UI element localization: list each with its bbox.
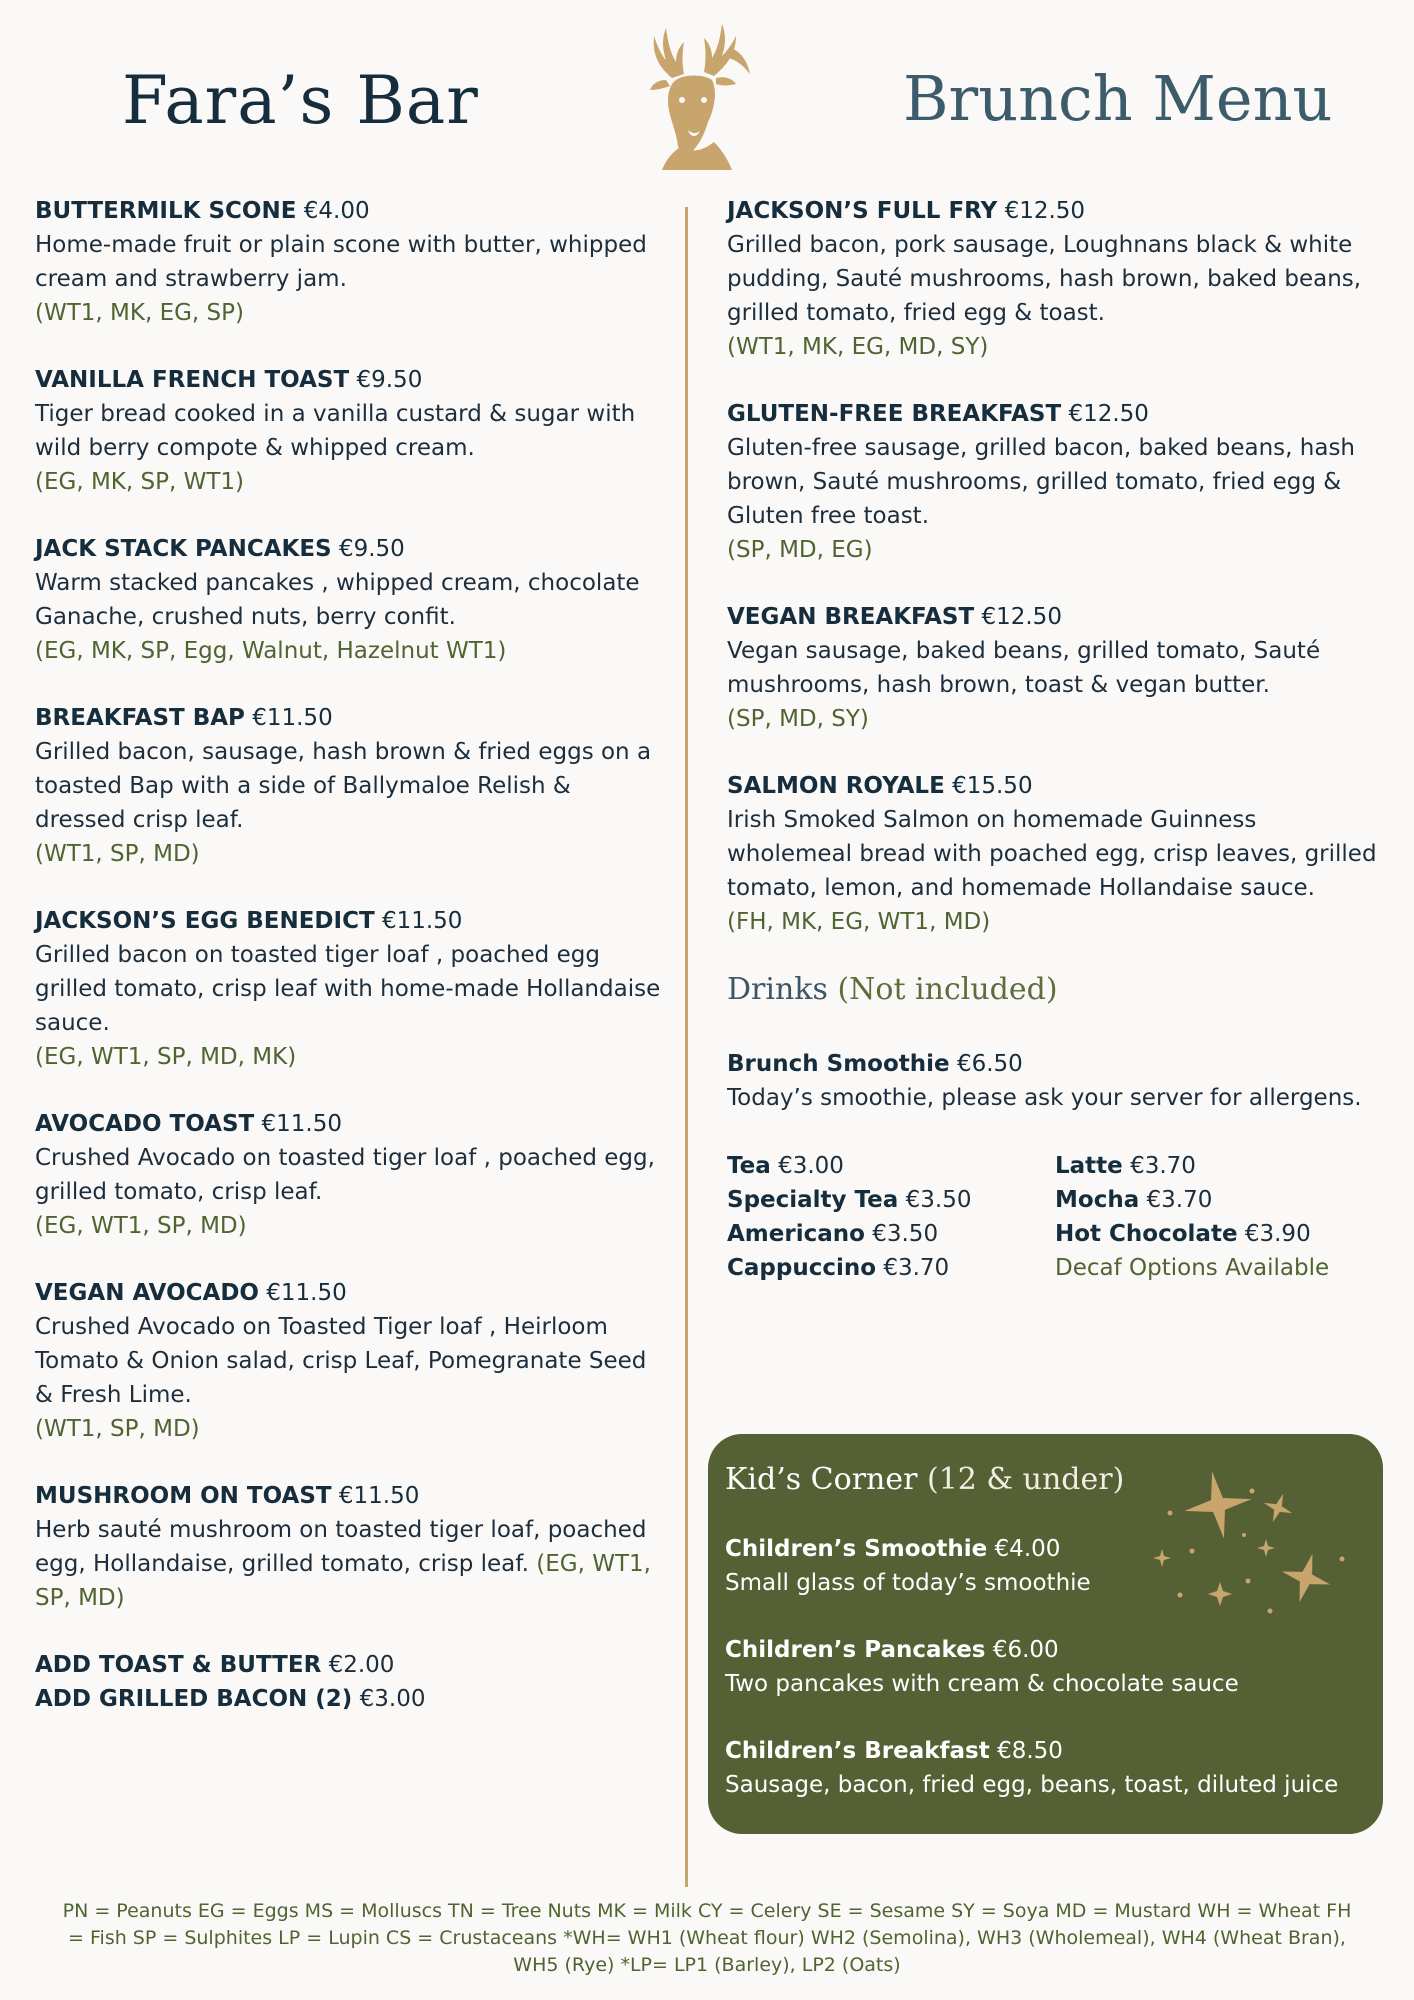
item-name: Children’s Smoothie — [725, 1536, 988, 1562]
drink-price: €3.70 — [1130, 1153, 1196, 1179]
kids-title: Kid’s Corner — [725, 1462, 918, 1497]
item-price: €9.50 — [338, 536, 405, 562]
item-allergens: (WT1, MK, EG, MD, SY) — [727, 334, 989, 360]
item-price: €12.50 — [1068, 401, 1149, 427]
drinks-subtitle: (Not included) — [837, 972, 1058, 1007]
item-description: Irish Smoked Salmon on homemade Guinness wholemeal bread with poached egg, crisp leaves, grilled tomato, lemon, and homemade Hollandaise sauce. — [727, 807, 1377, 901]
item-price: €4.00 — [303, 198, 370, 224]
smoothie-item — [727, 1047, 1387, 1115]
drink-item — [727, 1251, 1055, 1285]
drink-item — [1055, 1217, 1329, 1251]
item-name: SALMON ROYALE — [727, 773, 945, 799]
decaf-note: Decaf Options Available — [1055, 1255, 1330, 1281]
menu-item — [727, 194, 1387, 364]
menu-item — [35, 1276, 665, 1446]
item-price: €11.50 — [266, 1280, 347, 1306]
drink-price: €3.50 — [905, 1187, 972, 1213]
item-name: VEGAN BREAKFAST — [727, 604, 975, 630]
drink-name: Tea — [727, 1153, 771, 1179]
item-description: Vegan sausage, baked beans, grilled tomato, Sauté mushrooms, hash brown, toast & vegan butter. — [727, 638, 1321, 698]
item-name: JACKSON’S EGG BENEDICT — [35, 908, 375, 934]
item-description: Crushed Avocado on Toasted Tiger loaf , Heirloom Tomato & Onion salad, crisp Leaf, Pomegranate Seed & Fresh Lime. — [35, 1314, 647, 1408]
item-name: BUTTERMILK SCONE — [35, 198, 297, 224]
drinks-column — [727, 1149, 1055, 1285]
item-description: Grilled bacon on toasted tiger loaf , poached egg grilled tomato, crisp leaf with home-made Hollandaise sauce. — [35, 942, 661, 1036]
kids-item — [725, 1734, 1365, 1802]
item-price: €8.50 — [997, 1738, 1063, 1764]
kids-subtitle: (12 & under) — [927, 1462, 1125, 1497]
item-price: €4.00 — [994, 1536, 1061, 1562]
item-name: JACK STACK PANCAKES — [35, 536, 332, 562]
item-allergens: (EG, WT1, SP, MD) — [35, 1551, 651, 1611]
drinks-column — [1055, 1149, 1329, 1285]
menu-item — [35, 363, 665, 499]
drink-price: €3.90 — [1244, 1221, 1311, 1247]
left-column — [35, 194, 665, 1716]
item-name: BREAKFAST BAP — [35, 705, 245, 731]
menu-item — [727, 600, 1387, 736]
drink-price: €3.70 — [1146, 1187, 1213, 1213]
item-description: Home-made fruit or plain scone with butter, whipped cream and strawberry jam. — [35, 232, 647, 292]
kids-item — [725, 1633, 1365, 1701]
item-name: Brunch Smoothie — [727, 1051, 950, 1077]
drink-item — [1055, 1149, 1329, 1183]
item-allergens: (WT1, SP, MD) — [35, 841, 200, 867]
item-description: Sausage, bacon, fried egg, beans, toast, diluted juice — [725, 1772, 1339, 1798]
item-description: Grilled bacon, sausage, hash brown & fried eggs on a toasted Bap with a side of Ballymaloe Relish & dressed crisp leaf. — [35, 739, 652, 833]
item-allergens: (EG, MK, SP, WT1) — [35, 469, 244, 495]
item-description: Crushed Avocado on toasted tiger loaf , poached egg, grilled tomato, crisp leaf. — [35, 1145, 655, 1205]
menu-item — [727, 769, 1387, 939]
item-price: €11.50 — [252, 705, 333, 731]
item-name: Children’s Breakfast — [725, 1738, 990, 1764]
item-price: €12.50 — [1004, 198, 1086, 224]
menu-item — [35, 1479, 665, 1615]
item-allergens: (EG, WT1, SP, MD, MK) — [35, 1044, 297, 1070]
item-description: Small glass of today’s smoothie — [725, 1570, 1091, 1596]
menu-header — [0, 0, 1414, 180]
item-allergens: (FH, MK, EG, WT1, MD) — [727, 909, 991, 935]
item-name: VEGAN AVOCADO — [35, 1280, 259, 1306]
item-description: Tiger bread cooked in a vanilla custard & sugar with wild berry compote & whipped cream. — [35, 401, 636, 461]
drink-name: Americano — [727, 1221, 865, 1247]
item-price: €9.50 — [356, 367, 423, 393]
extra-price: €2.00 — [328, 1652, 395, 1678]
drink-name: Specialty Tea — [727, 1187, 899, 1213]
menu-item — [35, 532, 665, 668]
drinks-title: Drinks — [727, 972, 828, 1007]
extra-name: ADD GRILLED BACON (2) — [35, 1686, 353, 1712]
item-price: €15.50 — [952, 773, 1033, 799]
item-price: €12.50 — [981, 604, 1062, 630]
item-description: Warm stacked pancakes , whipped cream, chocolate Ganache, crushed nuts, berry confit. — [35, 570, 640, 630]
item-description: Two pancakes with cream & chocolate sauce — [725, 1671, 1239, 1697]
item-description: Grilled bacon, pork sausage, Loughnans black & white pudding, Sauté mushrooms, hash brown, baked beans, grilled tomato, fried egg & toast. — [727, 232, 1362, 326]
stag-head-icon — [632, 18, 756, 170]
menu-item — [35, 904, 665, 1074]
drink-price: €3.50 — [872, 1221, 939, 1247]
menu-item — [727, 397, 1387, 567]
item-name: MUSHROOM ON TOAST — [35, 1483, 332, 1509]
allergen-legend: PN = Peanuts EG = Eggs MS = Molluscs TN = Tree Nuts MK = Milk CY = Celery SE = Sesame SY = Soya MD = Mustard WH = Wheat FH = Fish SP = Sulphites LP = Lupin CS = Crustaceans *WH= WH1 (Wheat flour) WH2 (Semolina), WH3 (Wholemeal), WH4 (Wheat Bran), WH5 (Rye) *LP= LP1 (Barley), LP2 (Oats) — [62, 1900, 1352, 1976]
item-price: €6.50 — [956, 1051, 1023, 1077]
drink-item — [727, 1183, 1055, 1217]
item-price: €11.50 — [261, 1111, 342, 1137]
drink-item — [727, 1217, 1055, 1251]
extra-name: ADD TOAST & BUTTER — [35, 1652, 322, 1678]
item-allergens: (EG, WT1, SP, MD) — [35, 1213, 247, 1239]
item-price: €6.00 — [992, 1637, 1059, 1663]
drink-name: Latte — [1055, 1153, 1123, 1179]
drinks-heading — [727, 972, 1387, 1007]
item-allergens: (SP, MD, EG) — [727, 537, 873, 563]
drinks-list — [727, 1149, 1387, 1285]
item-name: AVOCADO TOAST — [35, 1111, 255, 1137]
drink-name: Mocha — [1055, 1187, 1140, 1213]
item-description: Gluten-free sausage, grilled bacon, baked beans, hash brown, Sauté mushrooms, grilled tomato, fried egg & Gluten free toast. — [727, 435, 1356, 529]
drink-price: €3.70 — [883, 1255, 950, 1281]
item-name: JACKSON’S FULL FRY — [727, 198, 998, 224]
bar-title: Fara’s Bar — [122, 62, 479, 139]
drink-name: Cappuccino — [727, 1255, 877, 1281]
kids-item — [725, 1532, 1365, 1600]
item-price: €11.50 — [338, 1483, 420, 1509]
kids-corner-panel — [708, 1434, 1383, 1834]
right-column — [727, 194, 1387, 1285]
drink-item — [727, 1149, 1055, 1183]
menu-item — [35, 1107, 665, 1243]
menu-item — [35, 701, 665, 871]
item-description: Today’s smoothie, please ask your server for allergens. — [727, 1085, 1362, 1111]
item-allergens: (WT1, SP, MD) — [35, 1416, 200, 1442]
menu-title: Brunch Menu — [903, 62, 1333, 135]
drink-name: Hot Chocolate — [1055, 1221, 1238, 1247]
item-name: VANILLA FRENCH TOAST — [35, 367, 350, 393]
item-price: €11.50 — [381, 908, 463, 934]
menu-item — [35, 194, 665, 330]
item-allergens: (SP, MD, SY) — [727, 706, 869, 732]
extra-price: €3.00 — [359, 1686, 426, 1712]
kids-heading — [725, 1462, 1124, 1497]
kids-items — [725, 1532, 1365, 1835]
column-divider — [685, 207, 688, 1887]
item-description: Herb sauté mushroom on toasted tiger loaf, poached egg, Hollandaise, grilled tomato, crisp leaf. — [35, 1517, 647, 1577]
drink-item — [1055, 1183, 1329, 1217]
extra-item — [35, 1648, 665, 1682]
extra-item — [35, 1682, 665, 1716]
item-name: GLUTEN-FREE BREAKFAST — [727, 401, 1062, 427]
item-allergens: (WT1, MK, EG, SP) — [35, 300, 244, 326]
item-allergens: (EG, MK, SP, Egg, Walnut, Hazelnut WT1) — [35, 638, 507, 664]
item-name: Children’s Pancakes — [725, 1637, 986, 1663]
drink-price: €3.00 — [778, 1153, 844, 1179]
